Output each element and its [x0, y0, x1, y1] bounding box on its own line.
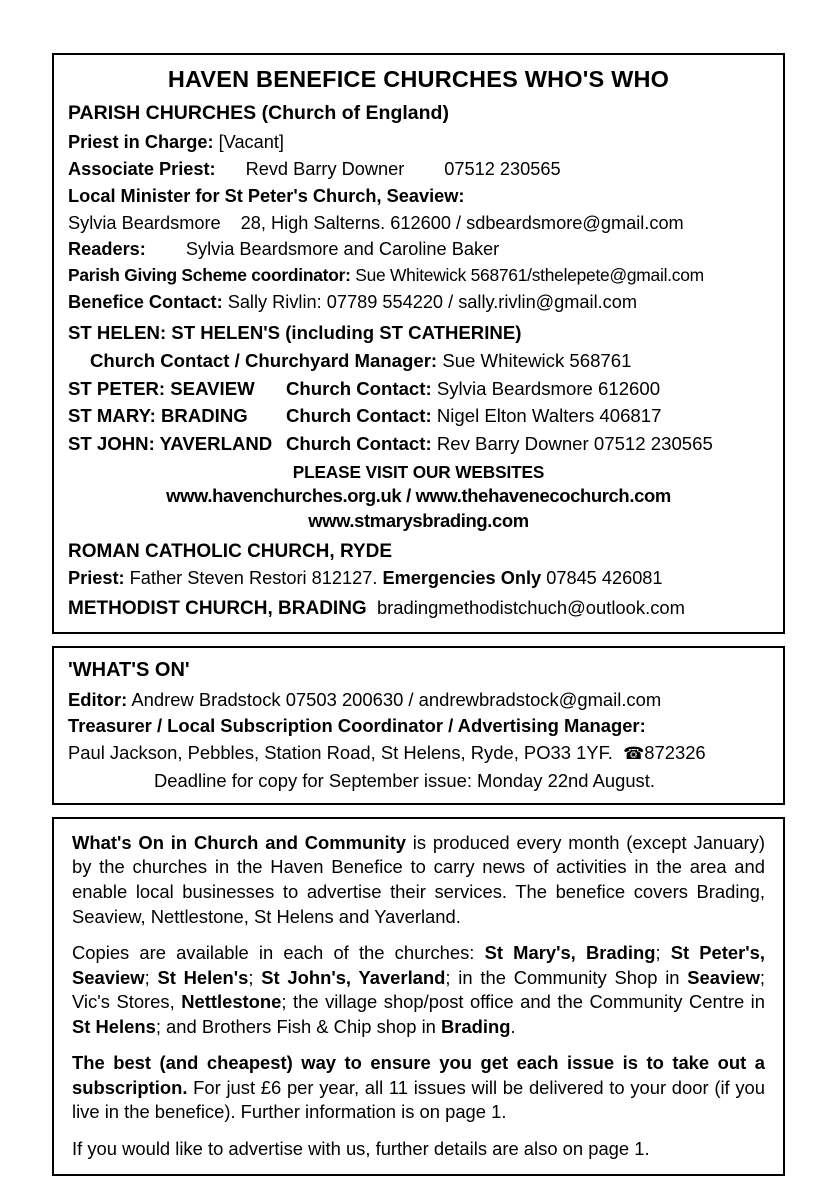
editor-row	[68, 687, 769, 713]
treasurer-address: Paul Jackson, Pebbles, Station Road, St Helens, Ryde, PO33 1YF.	[68, 742, 613, 764]
telephone-icon: ☎	[623, 744, 645, 764]
methodist-church-row	[68, 596, 769, 622]
roles-row	[68, 713, 769, 739]
page-title: HAVEN BENEFICE CHURCHES WHO'S WHO	[167, 66, 670, 92]
giving-scheme-value: Sue Whitewick 568761/sthelepete@gmail.com	[355, 265, 704, 286]
parish-churches-heading: PARISH CHURCHES (Church of England)	[68, 102, 449, 125]
rc-emergency-label: Emergencies Only	[382, 568, 542, 589]
church-contact-value: Nigel Elton Walters 406817	[436, 405, 662, 427]
church-row	[68, 320, 769, 346]
treasurer-phone: 872326	[644, 742, 706, 764]
about-p2-b4: St John's, Yaverland	[261, 966, 446, 988]
roman-catholic-priest-row	[68, 566, 769, 591]
about-p1-bold: What's On in Church and Community	[72, 831, 406, 853]
about-section	[52, 817, 785, 1176]
church-row	[68, 376, 769, 402]
about-p2-e: ;	[248, 966, 262, 988]
about-p2-b2: St Peter's, Seaview	[72, 942, 766, 988]
associate-priest-phone: 07512 230565	[444, 159, 561, 180]
church-contact-value: Rev Barry Downer 07512 230565	[436, 433, 713, 455]
methodist-heading: METHODIST CHURCH, BRADING	[68, 598, 367, 620]
rc-priest-label: Priest:	[68, 568, 125, 589]
treasurer-address-row	[68, 740, 769, 766]
church-row	[68, 403, 769, 429]
benefice-contact-row	[68, 290, 769, 315]
readers-value: Sylvia Beardsmore and Caroline Baker	[185, 239, 500, 260]
church-row	[68, 431, 769, 457]
church-name: ST HELEN: ST HELEN'S (including ST CATHERINE)	[68, 322, 522, 344]
priest-in-charge-label: Priest in Charge:	[68, 132, 214, 153]
about-paragraph-4: If you would like to advertise with us, further details are also on page 1.	[72, 1138, 650, 1159]
giving-scheme-label: Parish Giving Scheme coordinator:	[68, 265, 351, 286]
roman-catholic-heading: ROMAN CATHOLIC CHURCH, RYDE	[68, 540, 393, 562]
church-contact-label: Church Contact:	[286, 433, 432, 455]
benefice-contact-label: Benefice Contact:	[68, 291, 223, 312]
website-line-1[interactable]: www.havenchurches.org.uk / www.thehavenecochurch.com	[166, 485, 671, 507]
about-p2-d: ;	[144, 966, 158, 988]
readers-row	[68, 237, 769, 262]
about-p2-b5: Seaview	[687, 966, 760, 988]
about-paragraph-3	[72, 1051, 765, 1125]
church-name: ST MARY: BRADING	[68, 405, 248, 427]
about-p2-b1: St Mary's, Brading	[484, 942, 656, 964]
rc-emergency-value: 07845 426081	[546, 568, 663, 589]
associate-priest-name: Revd Barry Downer	[245, 159, 405, 180]
roles-label: Treasurer / Local Subscription Coordinator / Advertising Manager:	[68, 715, 646, 737]
about-p2-j: .	[510, 1015, 516, 1037]
about-p2-i: ; and Brothers Fish & Chip shop in	[155, 1015, 442, 1037]
readers-label: Readers:	[68, 239, 146, 260]
website-line-2[interactable]: www.stmarysbrading.com	[308, 510, 529, 532]
priest-in-charge-row	[68, 130, 769, 155]
giving-scheme-row	[68, 264, 769, 288]
church-contact-label: Church Contact:	[286, 405, 432, 427]
local-minister-heading	[68, 184, 769, 209]
associate-priest-label: Associate Priest:	[68, 159, 216, 180]
church-name: ST PETER: SEAVIEW	[68, 377, 255, 399]
rc-priest-value: Father Steven Restori 812127.	[129, 568, 378, 589]
document-page	[52, 53, 785, 1176]
about-p2-h: ; the village shop/post office and the Community Centre in	[281, 991, 766, 1013]
about-paragraph-1	[72, 831, 765, 929]
methodist-email[interactable]: bradingmethodistchuch@outlook.com	[376, 597, 685, 619]
deadline-text: Deadline for copy for September issue: Monday 22nd August.	[154, 770, 655, 792]
associate-priest-row	[68, 157, 769, 182]
about-p2-b3: St Helen's	[157, 966, 249, 988]
church-contact-row	[68, 348, 769, 374]
church-contact-label: Church Contact:	[286, 377, 432, 399]
about-p2-c: ;	[655, 942, 671, 964]
about-p1-rest: is produced every month (except January) by the churches in the Haven Benefice to carry news of activities in the area and enable local businesses to advertise their services. The benefice covers Brading, Seaview, Nettlestone, St Helens and Yaverland.	[72, 831, 765, 927]
about-paragraph-2	[72, 941, 765, 1039]
who-is-who-section	[52, 53, 785, 634]
websites-heading: PLEASE VISIT OUR WEBSITES	[292, 461, 545, 482]
about-p2-a: Copies are available in each of the churches:	[72, 942, 485, 964]
church-contact-value: Sue Whitewick 568761	[442, 350, 632, 372]
about-p2-b7: St Helens	[72, 1015, 156, 1037]
benefice-contact-value: Sally Rivlin: 07789 554220 / sally.rivlin@gmail.com	[227, 291, 638, 312]
priest-in-charge-value: [Vacant]	[218, 132, 284, 153]
about-p3-rest: For just £6 per year, all 11 issues will be delivered to your door (if you live in the benefice). Further information is on page 1.	[72, 1076, 765, 1123]
church-contact-value: Sylvia Beardsmore 612600	[436, 377, 661, 399]
editor-label: Editor:	[68, 688, 128, 710]
about-p2-g: ; Vic's Stores,	[72, 966, 765, 1013]
about-p2-f: ; in the Community Shop in	[445, 966, 688, 988]
about-p2-b8: Brading	[441, 1015, 511, 1037]
local-minister-row	[68, 211, 769, 236]
whats-on-section	[52, 646, 785, 805]
church-contact-label: Church Contact / Churchyard Manager:	[90, 350, 438, 372]
whats-on-title: 'WHAT'S ON'	[68, 658, 190, 681]
local-minister-heading-text: Local Minister for St Peter's Church, Seaview:	[68, 185, 465, 206]
about-p2-b6: Nettlestone	[181, 991, 282, 1013]
local-minister-name: Sylvia Beardsmore	[68, 212, 221, 233]
local-minister-details: 28, High Salterns. 612600 / sdbeardsmore@gmail.com	[240, 212, 684, 233]
about-p3-bold: The best (and cheapest) way to ensure you get each issue is to take out a subscription.	[72, 1052, 765, 1098]
editor-value: Andrew Bradstock 07503 200630 / andrewbradstock@gmail.com	[131, 688, 662, 710]
church-name: ST JOHN: YAVERLAND	[68, 433, 273, 455]
